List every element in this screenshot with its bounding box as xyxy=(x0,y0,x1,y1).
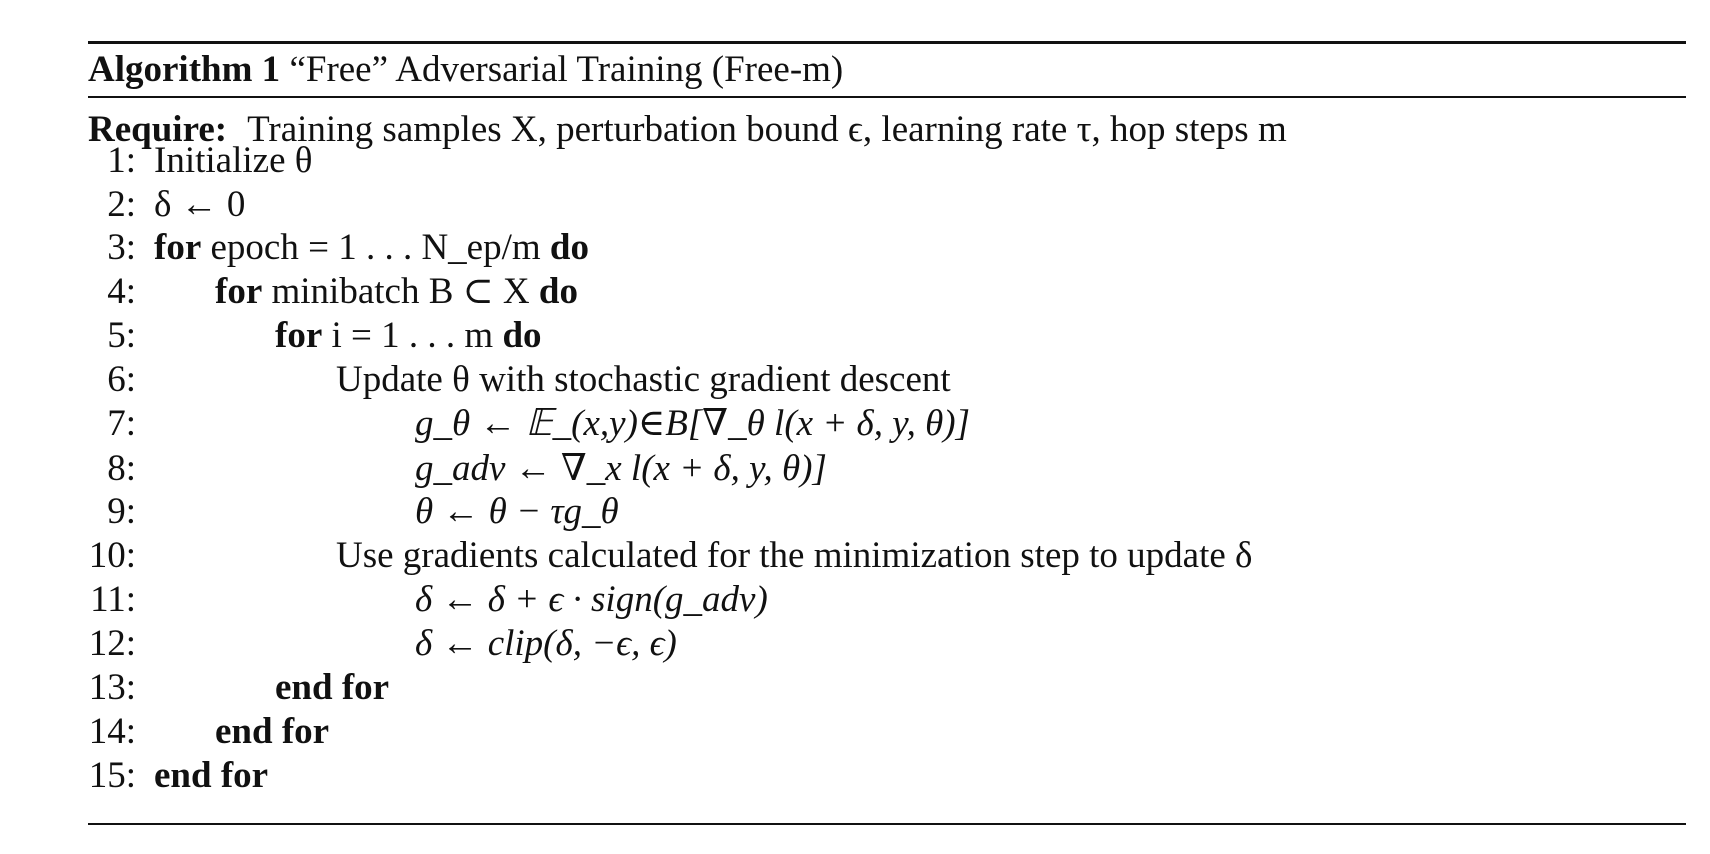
require-keyword: Require: xyxy=(88,109,228,150)
end-for-keyword: end for xyxy=(154,755,269,796)
line-text: δ ← δ + ϵ · sign(g_adv) xyxy=(415,579,768,620)
line-number: 1: xyxy=(107,140,136,181)
for-keyword: for xyxy=(154,227,202,268)
line-number: 10: xyxy=(88,535,136,576)
end-for-keyword: end for xyxy=(275,667,390,708)
line-text: Initialize θ xyxy=(154,140,313,181)
line-code xyxy=(154,226,589,270)
bottom-rule xyxy=(88,823,1686,825)
line-number: 14: xyxy=(88,711,136,752)
line-text: i = 1 . . . m xyxy=(331,315,494,356)
line-text: epoch = 1 . . . N_ep/m xyxy=(210,227,541,268)
do-keyword: do xyxy=(538,271,578,312)
end-for-keyword: end for xyxy=(215,711,330,752)
line-text: δ ← clip(δ, −ϵ, ϵ) xyxy=(415,623,677,664)
line-text: g_adv ← ∇_x l(x + δ, y, θ)] xyxy=(415,448,827,489)
do-keyword: do xyxy=(502,315,542,356)
for-keyword: for xyxy=(275,315,323,356)
header-rule xyxy=(88,96,1686,98)
line-number: 9: xyxy=(107,491,136,532)
line-number: 15: xyxy=(88,755,136,796)
line-text: minibatch B ⊂ X xyxy=(271,271,530,312)
line-number: 4: xyxy=(107,271,136,312)
for-keyword: for xyxy=(215,271,263,312)
line-text: θ ← θ − τg_θ xyxy=(415,491,619,532)
line-number: 3: xyxy=(107,227,136,268)
line-number: 8: xyxy=(107,448,136,489)
line-number: 6: xyxy=(107,359,136,400)
line-text: Update θ with stochastic gradient descent xyxy=(336,359,951,400)
algorithm-label: Algorithm 1 xyxy=(88,49,281,90)
line-number: 12: xyxy=(88,623,136,664)
algorithm-title xyxy=(88,44,843,96)
line-text: Use gradients calculated for the minimization step to update δ xyxy=(336,535,1253,576)
line-number: 11: xyxy=(90,579,136,620)
line-number: 13: xyxy=(88,667,136,708)
line-code xyxy=(215,270,578,314)
line-code xyxy=(275,314,542,358)
line-number: 7: xyxy=(107,403,136,444)
algorithm-title-text: “Free” Adversarial Training (Free-m) xyxy=(289,49,844,90)
line-number: 5: xyxy=(107,315,136,356)
do-keyword: do xyxy=(549,227,589,268)
line-text: g_θ ← 𝔼_(x,y)∈B[∇_θ l(x + δ, y, θ)] xyxy=(415,403,971,444)
line-text: δ ← 0 xyxy=(154,184,246,225)
require-text: Training samples X, perturbation bound ϵ, learning rate τ, hop steps m xyxy=(247,109,1287,150)
line-number: 2: xyxy=(107,184,136,225)
